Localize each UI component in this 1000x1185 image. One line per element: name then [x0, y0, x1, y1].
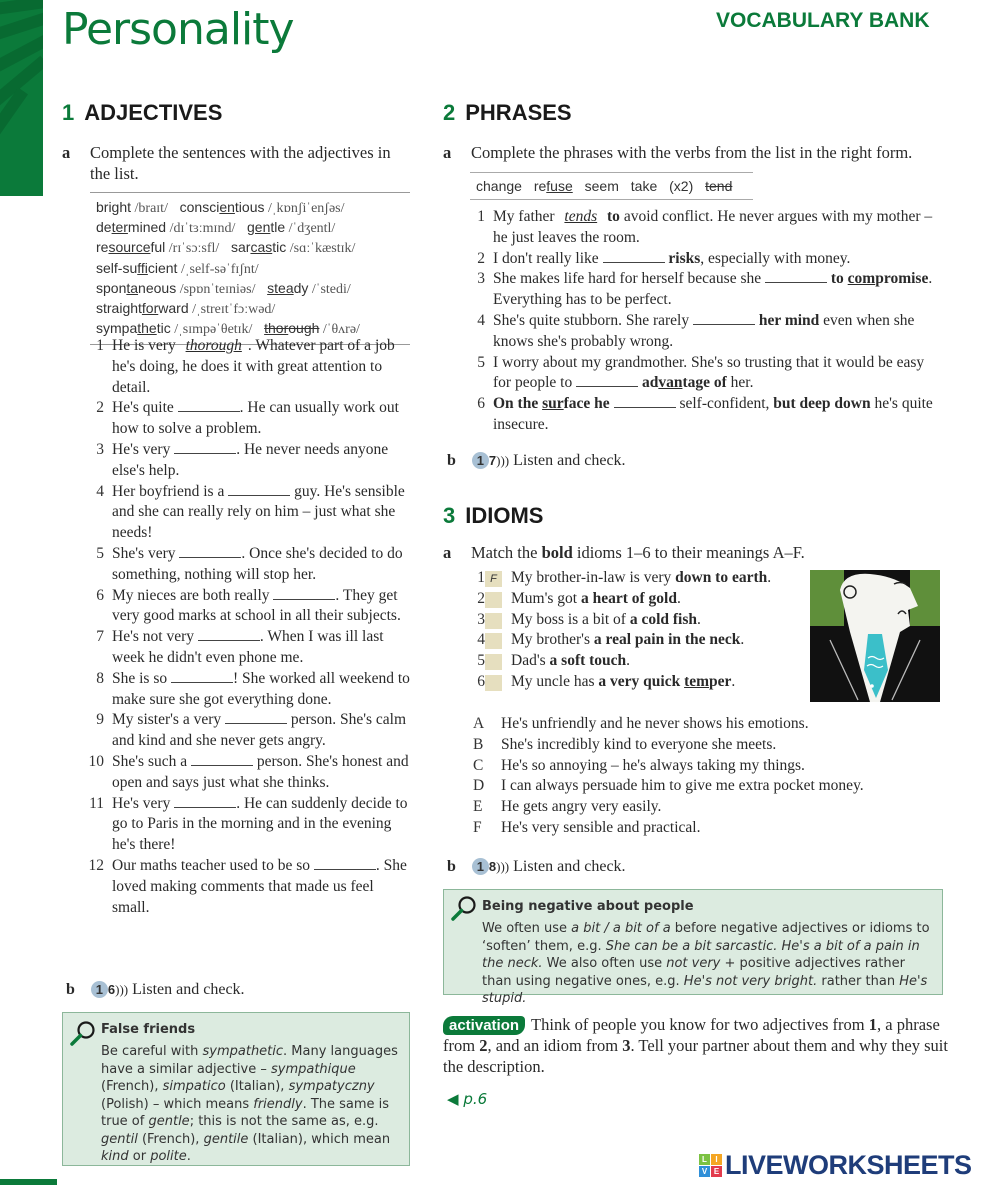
verb-refuse: refuse — [533, 178, 573, 194]
word-conscientious: conscientious /ˌkɒnʃiˈenʃəs/ — [179, 199, 345, 216]
cold-fish-illustration — [810, 570, 940, 702]
sentence-item: 6 My nieces are both really . They get very good marks at school in all their subjects. — [96, 586, 401, 625]
audio-track-badge[interactable]: 1 — [472, 452, 489, 469]
answer-blank[interactable] — [174, 794, 236, 808]
answer-blank[interactable] — [614, 394, 676, 408]
sentence-item: 4 Her boyfriend is a guy. He's sensible and she can really rely on him – just what she needs! — [96, 482, 405, 542]
sentence-item: 11 He's very . He can suddenly decide to go to Paris in the morning and in the evening he's there! — [89, 794, 408, 854]
idioms-instruction: a Match the bold idioms 1–6 to their meanings A–F. — [443, 543, 805, 562]
phrase-item: 4 She's quite stubborn. She rarely her mind even when she knows she's probably wrong. — [477, 311, 915, 350]
word-bright: bright /braɪt/ — [96, 199, 168, 216]
word-spontaneous: spontaneous /spɒnˈteɪniəs/ — [96, 279, 256, 297]
activation-label: activation — [443, 1016, 525, 1035]
meaning-item: E He gets angry very easily. — [473, 798, 662, 816]
audio-track-badge[interactable]: 1 — [472, 858, 489, 875]
word-thorough: thorough /ˈθʌrə/ — [264, 320, 360, 338]
adjectives-instruction: a Complete the sentences with the adjectives in the list. — [62, 143, 391, 183]
answer-box[interactable] — [485, 675, 502, 691]
magnifier-icon — [69, 1019, 97, 1047]
listen-check-3: b 1 8))) Listen and check. — [447, 858, 626, 875]
sidebar-decoration — [0, 0, 43, 196]
adjective-sentences — [82, 336, 412, 918]
verb-word-list — [470, 172, 753, 200]
liveworksheets-logo: L I V E LIVEWORKSHEETS — [699, 1150, 972, 1181]
meaning-item: C He's so annoying – he's always taking my things. — [473, 756, 805, 774]
phrase-item: 6 On the surface he self-confident, but deep down he's quite insecure. — [477, 395, 933, 433]
answer-blank[interactable] — [273, 586, 335, 600]
magnifier-icon — [450, 894, 478, 922]
section-idioms-heading: 3 IDIOMS — [443, 503, 544, 528]
phrase-sentences — [463, 207, 943, 436]
answer-blank[interactable] — [179, 544, 241, 558]
idiom-item: 3 My boss is a bit of a cold fish. — [477, 610, 701, 628]
answer-box[interactable] — [485, 633, 502, 649]
listen-check-2: b 1 7))) Listen and check. — [447, 452, 626, 469]
answer-box[interactable] — [485, 592, 502, 608]
section-phrases-heading: 2 PHRASES — [443, 100, 572, 125]
answer-box[interactable] — [485, 613, 502, 629]
answer-blank[interactable] — [228, 482, 290, 496]
meaning-item: A He's unfriendly and he never shows his emotions. — [473, 715, 809, 732]
false-friends-box: False friends Be careful with sympathetic. Many languages have a similar adjective – sympathique (French), simpatico (Italian), sympatyczny (Polish) – which means friendly. The same is true of gentle; this is not the same as, e.g. gentil (French), gentile (Italian), which mean kind or polite. — [62, 1012, 410, 1166]
listen-check-1: b 1 6))) Listen and check. — [66, 981, 245, 998]
being-negative-box: Being negative about people We often use a bit / a bit of a before negative adjectives or idioms to ‘soften’ them, e.g. She can be a bit sarcastic. He's a bit of a pain in the neck. We also often use not very + positive adjectives rather than using negative ones, e.g. He's not very bright. rather than He's stupid. — [443, 889, 943, 995]
back-arrow-icon: ◀ — [447, 1090, 459, 1108]
meaning-item: D I can always persuade him to give me extra pocket money. — [473, 777, 864, 795]
sentence-item: 8 She is so ! She worked all weekend to make sure she got everything done. — [96, 669, 410, 708]
word-sympathetic: sympathetic /ˌsɪmpəˈθetɪk/ — [96, 320, 253, 338]
phrase-item: 1 My father tends to avoid conflict. He never argues with my mother – he just leaves the room. — [477, 208, 933, 246]
verb-change: change — [476, 178, 522, 194]
logo-grid-icon: L I V E — [699, 1154, 722, 1177]
meaning-item: B She's incredibly kind to everyone she meets. — [473, 735, 777, 753]
phrase-item: 3 She makes life hard for herself because she to compromise. Everything has to be perfect. — [477, 270, 933, 309]
idiom-item: 5 Dad's a soft touch. — [477, 652, 631, 670]
idiom-item: 1 F My brother-in-law is very down to earth. — [477, 569, 772, 586]
sentence-item: 9 My sister's a very person. She's calm and kind and she never gets angry. — [96, 711, 407, 750]
answer-blank[interactable] — [314, 856, 376, 870]
answer-blank[interactable] — [693, 311, 755, 325]
sentence-item: 1 He is very thorough . Whatever part of a job he's doing, he does it with great attention to detail. — [96, 337, 395, 396]
answer-blank[interactable] — [178, 398, 240, 412]
answer-blank[interactable] — [198, 627, 260, 641]
meaning-list — [473, 714, 953, 839]
sentence-item: 3 He's very . He never needs anyone else's help. — [96, 440, 389, 479]
word-determined: determined /dɪˈtɜːmɪnd/ — [96, 219, 236, 237]
idiom-item: 4 My brother's a real pain in the neck. — [477, 631, 745, 649]
answer-blank[interactable] — [603, 249, 665, 263]
answer-blank[interactable] — [225, 710, 287, 724]
sentence-item: 5 She's very . Once she's decided to do something, nothing will stop her. — [96, 544, 403, 583]
phrases-instruction: a Complete the phrases with the verbs from the list in the right form. — [443, 143, 913, 162]
idiom-item: 2 Mum's got a heart of gold. — [477, 589, 681, 607]
vocabulary-bank-label: VOCABULARY BANK — [716, 9, 930, 32]
answer-blank[interactable] — [191, 752, 253, 766]
idiom-item: 6 My uncle has a very quick temper. — [477, 672, 736, 690]
word-straightforward: straightforward /ˌstreɪtˈfɔːwəd/ — [96, 300, 276, 318]
bottom-decoration — [0, 1179, 57, 1185]
answer-blank[interactable] — [765, 269, 827, 283]
answer-blank[interactable] — [576, 373, 638, 387]
answer-blank[interactable] — [174, 440, 236, 454]
audio-track-badge[interactable]: 1 — [91, 981, 108, 998]
phrase-item: 5 I worry about my grandmother. She's so trusting that it would be easy for people to advantage of her. — [477, 353, 925, 392]
sentence-item: 7 He's not very . When I was ill last week he didn't even phone me. — [96, 628, 384, 666]
answer-box[interactable] — [485, 654, 502, 670]
word-sarcastic: sarcastic /sɑːˈkæstɪk/ — [231, 239, 356, 257]
word-resourceful: resourceful /rɪˈsɔːsfl/ — [96, 239, 220, 257]
page-reference-link[interactable]: ◀ p.6 — [447, 1090, 488, 1108]
verb-seem: seem — [584, 178, 619, 194]
answer-blank[interactable] — [171, 669, 233, 683]
phrase-item: 2 I don't really like risks, especially with money. — [477, 249, 851, 267]
word-gentle: gentle /ˈdʒentl/ — [247, 219, 336, 237]
section-adjectives-heading: 1 ADJECTIVES — [62, 100, 223, 125]
verb-tend: tend — [705, 178, 733, 194]
word-self-sufficient: self-sufficient /ˌself-səˈfɪʃnt/ — [96, 259, 259, 277]
verb-take: take (x2) — [630, 178, 694, 194]
activation-task: activation Think of people you know for two adjectives from 1, a phrase from 2, and an idiom from 3. Tell your partner about them and why they suit the description. — [443, 1015, 948, 1076]
sentence-item: 12 Our maths teacher used to be so . She loved making comments that made us feel small. — [88, 856, 407, 916]
word-steady: steady /ˈstedi/ — [267, 279, 351, 297]
sentence-item: 2 He's quite . He can usually work out how to solve a problem. — [96, 399, 399, 438]
sentence-item: 10 She's such a person. She's honest and open and says just what she thinks. — [88, 752, 409, 791]
page-title: Personality — [62, 4, 294, 55]
adjective-word-list — [90, 192, 410, 345]
answer-box[interactable]: F — [485, 571, 502, 587]
meaning-item: F He's very sensible and practical. — [473, 818, 701, 836]
idiom-list — [463, 568, 808, 693]
